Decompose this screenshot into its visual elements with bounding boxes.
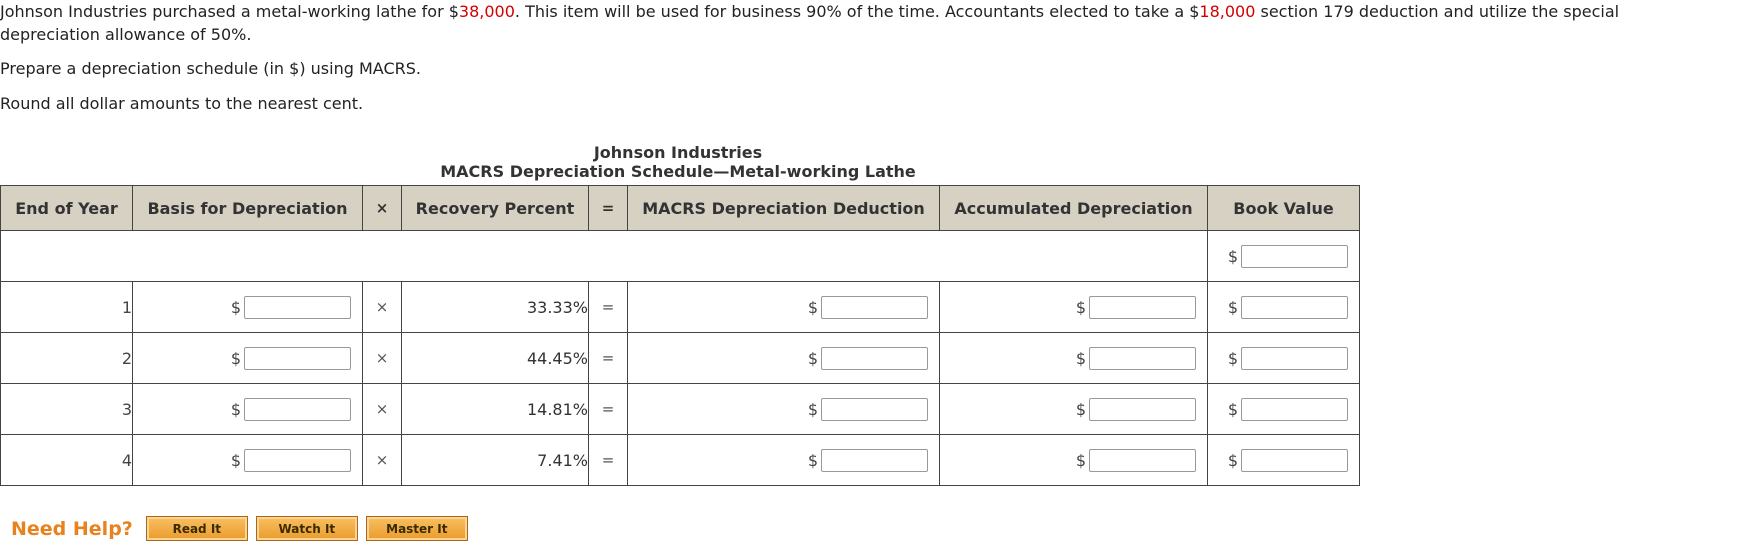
deduction-input-year-4[interactable]: [821, 449, 928, 472]
basis-cell: [133, 384, 363, 435]
deduction-cell: [628, 384, 940, 435]
accumulated-input-year-3[interactable]: [1089, 398, 1196, 421]
dollar-sign: $: [230, 399, 241, 419]
equals-sign: =: [589, 333, 628, 384]
recovery-percent: 33.33%: [402, 282, 589, 333]
basis-cell: [133, 282, 363, 333]
book-value-cell: [1208, 384, 1360, 435]
header-times: ×: [363, 186, 402, 231]
initial-book-value-input[interactable]: [1241, 245, 1348, 268]
accumulated-cell: [940, 282, 1208, 333]
dollar-sign: $: [230, 450, 241, 470]
dollar-sign: $: [807, 297, 818, 317]
dollar-sign: $: [807, 399, 818, 419]
section-179-value: 18,000: [1199, 2, 1256, 21]
deduction-cell: [628, 282, 940, 333]
instruction-prepare: Prepare a depreciation schedule (in $) using MACRS.: [0, 59, 421, 78]
accumulated-input-year-4[interactable]: [1089, 449, 1196, 472]
header-recovery-percent: Recovery Percent: [402, 186, 589, 231]
table-row: [1, 282, 1360, 333]
table-row: [1, 333, 1360, 384]
basis-input-year-4[interactable]: [244, 449, 351, 472]
year-label: 4: [1, 435, 133, 486]
book-value-cell: [1208, 435, 1360, 486]
book-value-input-year-1[interactable]: [1241, 296, 1348, 319]
basis-cell: [133, 333, 363, 384]
initial-book-value-cell: [1208, 231, 1360, 282]
schedule-subtitle: MACRS Depreciation Schedule—Metal-working Lathe: [440, 162, 916, 181]
dollar-sign: $: [230, 348, 241, 368]
header-equals: =: [589, 186, 628, 231]
header-deduction: MACRS Depreciation Deduction: [628, 186, 940, 231]
dollar-sign: $: [1227, 348, 1238, 368]
book-value-cell: [1208, 282, 1360, 333]
times-sign: ×: [363, 282, 402, 333]
header-accumulated: Accumulated Depreciation: [940, 186, 1208, 231]
year-label: 3: [1, 384, 133, 435]
book-value-input-year-4[interactable]: [1241, 449, 1348, 472]
book-value-cell: [1208, 333, 1360, 384]
recovery-percent: 14.81%: [402, 384, 589, 435]
deduction-cell: [628, 333, 940, 384]
dollar-sign: $: [1075, 348, 1086, 368]
basis-input-year-3[interactable]: [244, 398, 351, 421]
master-it-button[interactable]: Master It: [366, 516, 468, 541]
year-label: 1: [1, 282, 133, 333]
dollar-sign: $: [807, 450, 818, 470]
need-help-label: Need Help?: [11, 517, 133, 540]
table-row: [1, 384, 1360, 435]
deduction-input-year-1[interactable]: [821, 296, 928, 319]
dollar-sign: $: [1075, 450, 1086, 470]
dollar-sign: $: [1227, 297, 1238, 317]
equals-sign: =: [589, 384, 628, 435]
problem-text-b: . This item will be used for business 90% of the time. Accountants elected to take a $: [514, 2, 1200, 21]
dollar-sign: $: [230, 297, 241, 317]
deduction-input-year-3[interactable]: [821, 398, 928, 421]
dollar-sign: $: [1227, 450, 1238, 470]
problem-statement: [0, 0, 1700, 46]
recovery-percent: 7.41%: [402, 435, 589, 486]
read-it-button[interactable]: Read It: [146, 516, 248, 541]
schedule-company-title: Johnson Industries: [593, 143, 763, 162]
year-label: 2: [1, 333, 133, 384]
problem-text-c: section 179 deduction and utilize the special depreciation allowance of 50%.: [0, 2, 1620, 44]
accumulated-input-year-1[interactable]: [1089, 296, 1196, 319]
accumulated-input-year-2[interactable]: [1089, 347, 1196, 370]
basis-input-year-1[interactable]: [244, 296, 351, 319]
header-book-value: Book Value: [1208, 186, 1360, 231]
deduction-cell: [628, 435, 940, 486]
basis-input-year-2[interactable]: [244, 347, 351, 370]
problem-text-a: Johnson Industries purchased a metal-working lathe for $: [0, 2, 459, 21]
equals-sign: =: [589, 435, 628, 486]
times-sign: ×: [363, 435, 402, 486]
cost-value: 38,000: [458, 2, 515, 21]
table-row: [1, 435, 1360, 486]
accumulated-cell: [940, 384, 1208, 435]
dollar-sign: $: [807, 348, 818, 368]
book-value-input-year-3[interactable]: [1241, 398, 1348, 421]
basis-cell: [133, 435, 363, 486]
times-sign: ×: [363, 333, 402, 384]
table-header-row: [1, 186, 1360, 231]
deduction-input-year-2[interactable]: [821, 347, 928, 370]
table-row-initial: [1, 231, 1360, 282]
watch-it-button[interactable]: Watch It: [256, 516, 358, 541]
recovery-percent: 44.45%: [402, 333, 589, 384]
dollar-sign: $: [1075, 399, 1086, 419]
initial-row-blank: [1, 231, 1208, 282]
header-basis: Basis for Depreciation: [133, 186, 363, 231]
dollar-sign: $: [1227, 399, 1238, 419]
accumulated-cell: [940, 435, 1208, 486]
dollar-sign: $: [1227, 246, 1238, 266]
header-end-of-year: End of Year: [1, 186, 133, 231]
depreciation-schedule-table: [0, 185, 1360, 486]
dollar-sign: $: [1075, 297, 1086, 317]
accumulated-cell: [940, 333, 1208, 384]
need-help-bar: [11, 516, 476, 541]
instruction-round: Round all dollar amounts to the nearest cent.: [0, 94, 364, 113]
times-sign: ×: [363, 384, 402, 435]
equals-sign: =: [589, 282, 628, 333]
book-value-input-year-2[interactable]: [1241, 347, 1348, 370]
